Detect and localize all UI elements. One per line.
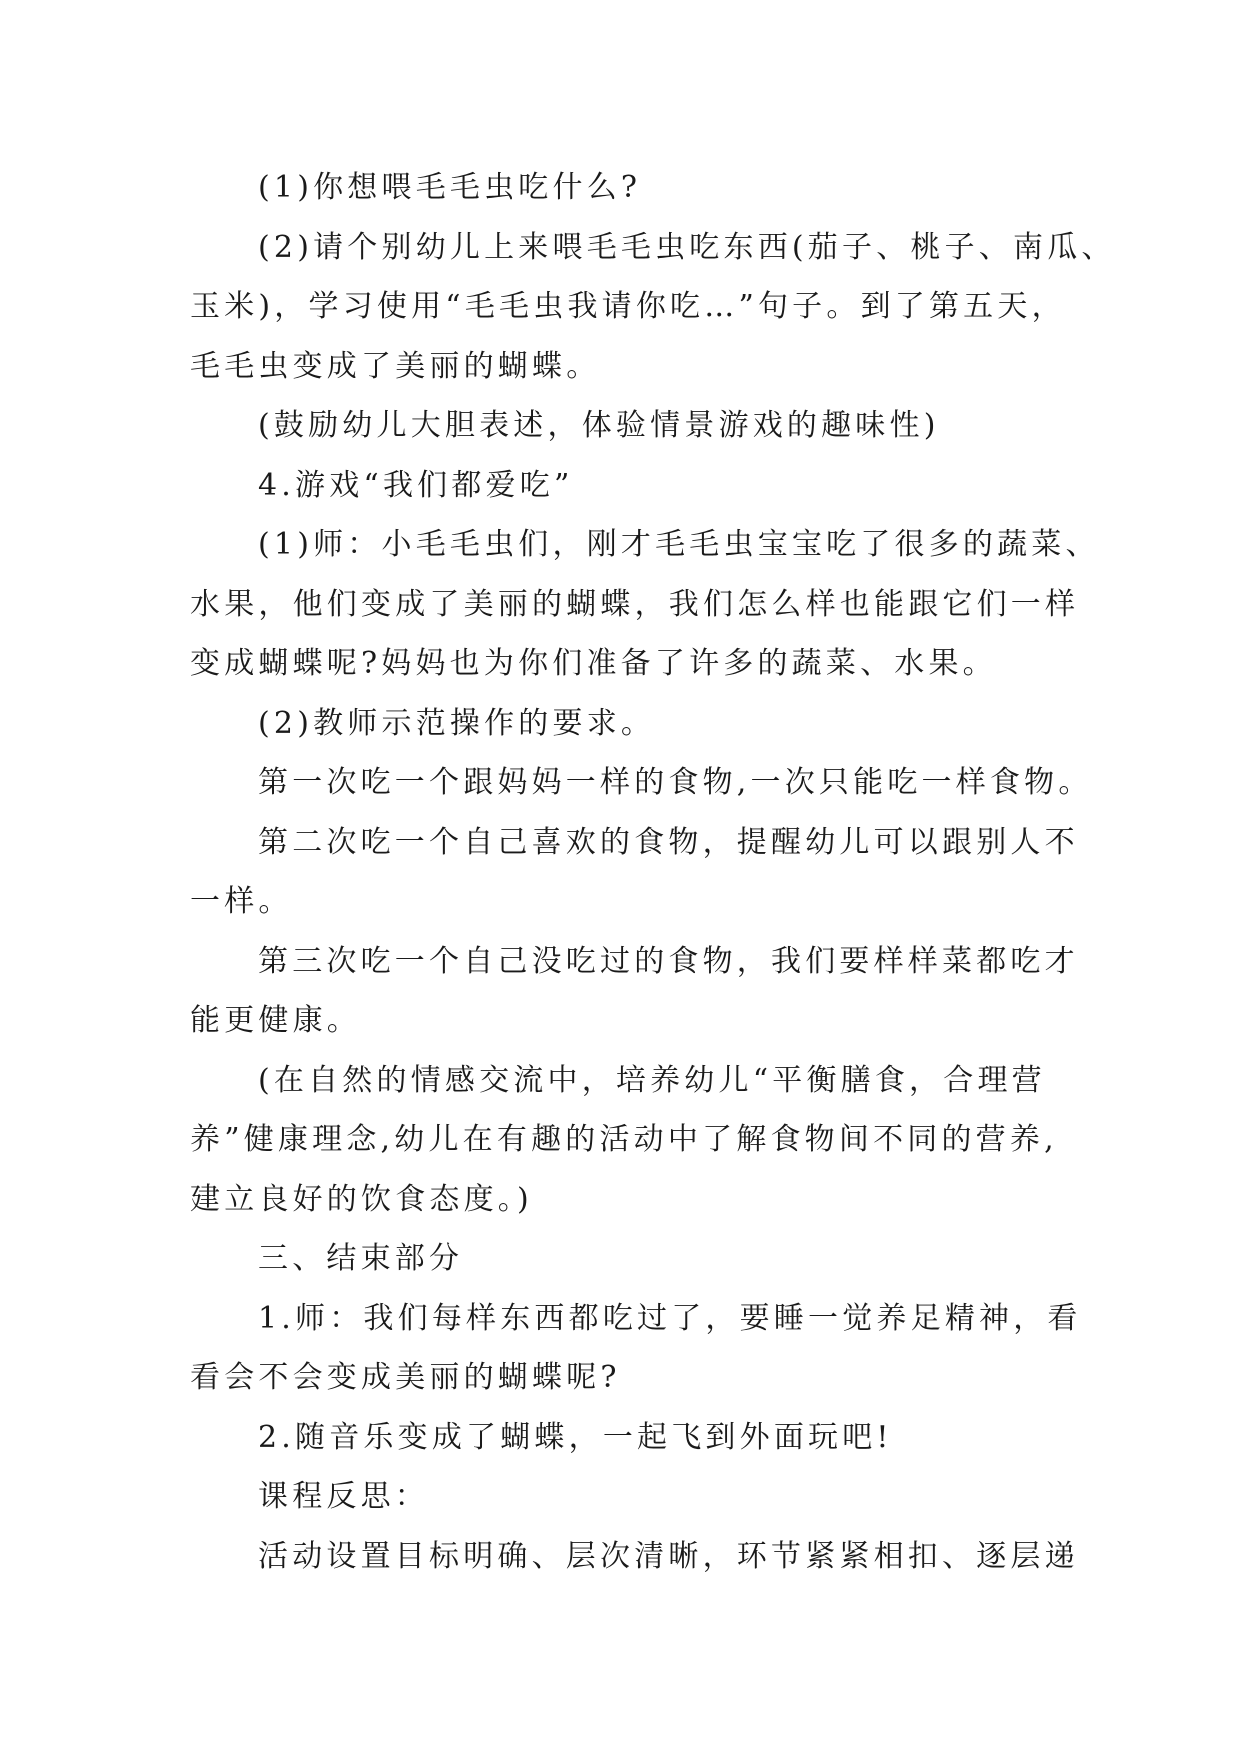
text-line: 第二次吃一个自己喜欢的食物，提醒幼儿可以跟别人不 [258, 824, 1079, 860]
text-line: 1.师：我们每样东西都吃过了，要睡一觉养足精神，看 [258, 1300, 1082, 1336]
text-line: (2)教师示范操作的要求。 [258, 705, 656, 741]
section-heading: 课程反思： [258, 1479, 429, 1514]
text-line: 第一次吃一个跟妈妈一样的食物,一次只能吃一样食物。 [258, 765, 1093, 800]
section-heading: 三、结束部分 [258, 1241, 464, 1276]
text-line: (在自然的情感交流中，培养幼儿“平衡膳食，合理营 [258, 1062, 1046, 1098]
text-line: (2)请个别幼儿上来喂毛毛虫吃东西(茄子、桃子、南瓜、 [258, 229, 1116, 265]
text-line: 毛毛虫变成了美丽的蝴蝶。 [190, 348, 601, 384]
text-line: 玉米)，学习使用“毛毛虫我请你吃…”句子。到了第五天， [190, 289, 1066, 324]
text-line: (1)师：小毛毛虫们，刚才毛毛虫宝宝吃了很多的蔬菜、 [258, 527, 1100, 562]
text-line: 建立良好的饮食态度。) [190, 1181, 533, 1217]
text-line: 一样。 [190, 884, 293, 919]
text-line: 水果，他们变成了美丽的蝴蝶，我们怎么样也能跟它们一样 [190, 586, 1080, 622]
text-line: (鼓励幼儿大胆表述，体验情景游戏的趣味性) [258, 408, 940, 443]
text-line: 第三次吃一个自己没吃过的食物，我们要样样菜都吃才 [258, 943, 1079, 979]
text-line: 看会不会变成美丽的蝴蝶呢? [190, 1360, 621, 1395]
section-heading: 4.游戏“我们都爱吃” [258, 467, 574, 503]
text-line: (1)你想喂毛毛虫吃什么? [258, 170, 642, 205]
text-line: 能更健康。 [190, 1003, 361, 1038]
text-line: 变成蝴蝶呢?妈妈也为你们准备了许多的蔬菜、水果。 [190, 646, 997, 681]
document-body [190, 158, 1116, 1586]
text-line: 2.随音乐变成了蝴蝶，一起飞到外面玩吧! [258, 1419, 893, 1455]
text-line: 养”健康理念,幼儿在有趣的活动中了解食物间不同的营养, [190, 1122, 1058, 1157]
text-line: 活动设置目标明确、层次清晰，环节紧紧相扣、逐层递 [258, 1538, 1079, 1574]
